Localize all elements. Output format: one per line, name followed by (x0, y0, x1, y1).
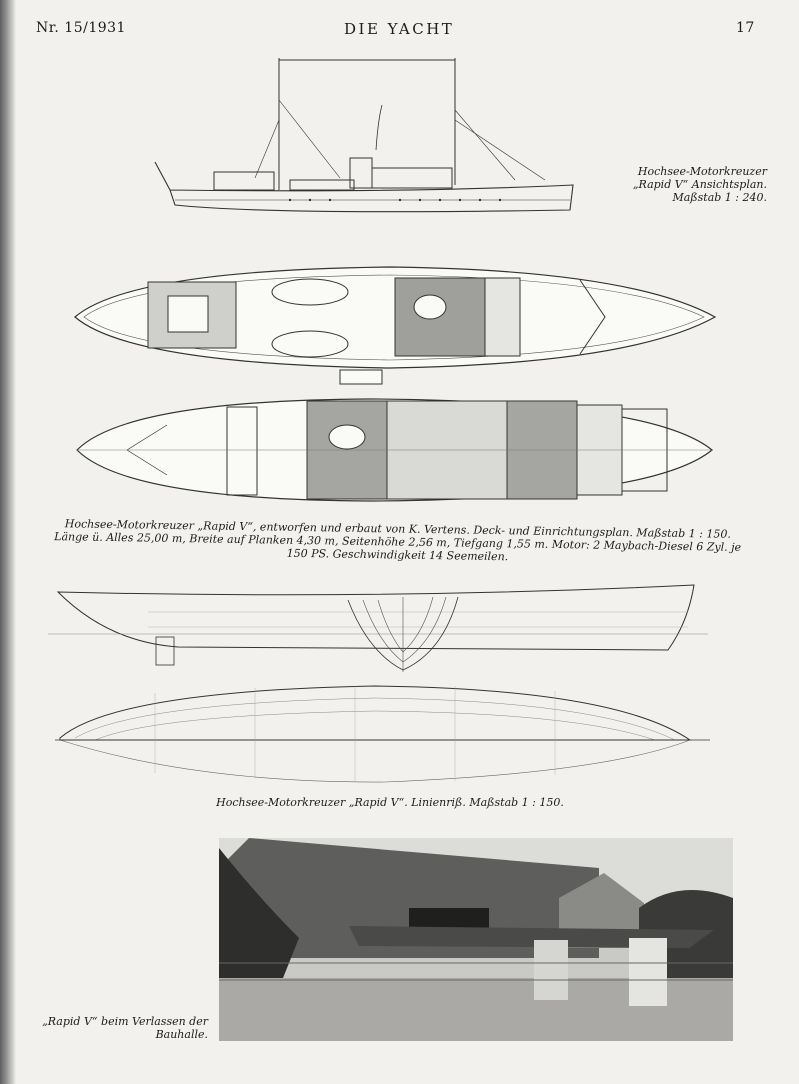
lines-plan-caption: Hochsee-Motorkreuzer „Rapid V“. Linienriß. Maßstab 1 : 150. (216, 796, 564, 809)
deck-plan-drawing (70, 262, 720, 387)
profile-drawing (150, 50, 620, 225)
magazine-title: DIE YACHT (344, 20, 455, 38)
deck-plan-caption: Hochsee-Motorkreuzer „Rapid V“, entworfen und erbaut von K. Vertens. Deck- und Einrichtungsplan. Maßstab 1 : 150. Länge ü. Alles 25,00 m, Breite auf Planken 4,30 m, Seitenhöhe 2,56 m, Tiefgang 1,55 m. Motor: 2 Maybach-Diesel 6 Zyl. je 150 PS. Geschwindigkeit 14 Seemeilen. (54, 517, 742, 564)
lines-plan-waterlines (55, 683, 710, 783)
photo-caption: „Rapid V“ beim Verlassen der Bauhalle. (42, 1015, 208, 1041)
profile-caption: Hochsee-Motorkreuzer „Rapid V“ Ansichtsplan. Maßstab 1 : 240. (632, 165, 767, 204)
lines-plan-profile (48, 582, 708, 677)
boat-photograph (219, 838, 733, 1041)
issue-number: Nr. 15/1931 (36, 20, 126, 36)
interior-plan-drawing (72, 395, 722, 507)
page-spine-shadow (0, 0, 16, 1084)
page-number: 17 (736, 20, 755, 36)
